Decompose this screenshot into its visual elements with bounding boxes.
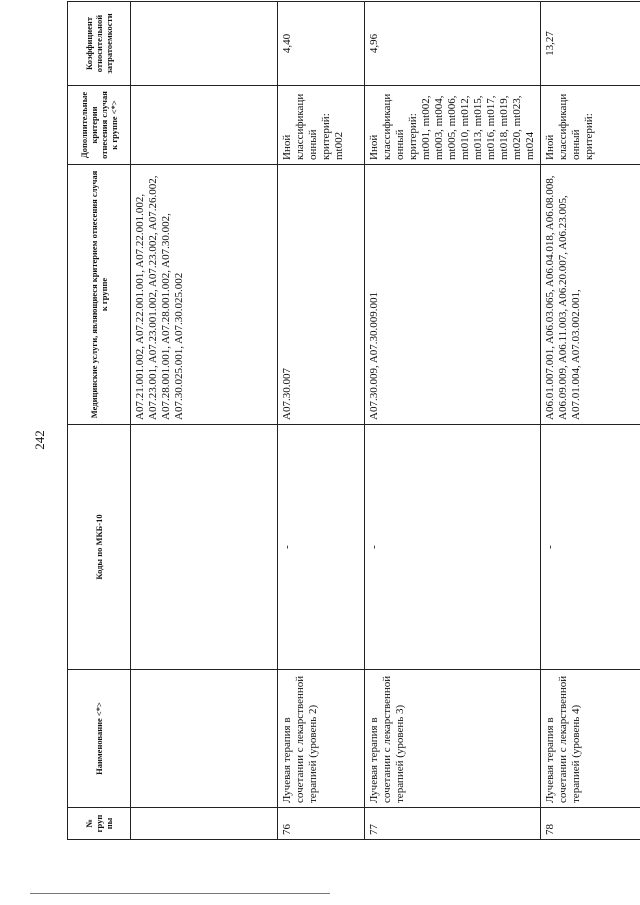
cell-group-number: [131, 808, 278, 840]
cell-name: [131, 670, 278, 808]
cell-group-number: 77: [365, 808, 541, 840]
header-group-number: № груп пы: [68, 808, 131, 840]
header-cost-coefficient: Коэффициент относительной затратоемкости: [68, 2, 131, 86]
cell-additional-criteria: Иной классификационный критерий: mt002: [278, 86, 365, 165]
cell-cost-coefficient: 13,27: [541, 2, 640, 86]
cell-mkb-codes: -: [365, 425, 541, 670]
cell-cost-coefficient: 4,40: [278, 2, 365, 86]
cell-group-number: 76: [278, 808, 365, 840]
header-medical-services: Медицинские услуги, являющиеся критерием отнесения случая к группе: [68, 165, 131, 425]
table-header-row: [68, 2, 131, 840]
cell-additional-criteria: Иной классификационный критерий:: [541, 86, 640, 165]
cell-mkb-codes: -: [541, 425, 640, 670]
cell-name: Лучевая терапия в сочетании с лекарственной терапией (уровень 2): [278, 670, 365, 808]
cell-cost-coefficient: 4,96: [365, 2, 541, 86]
page-number: 242: [32, 430, 47, 450]
table-row: [131, 2, 278, 840]
cell-cost-coefficient: [131, 2, 278, 86]
header-name: Наименование <*>: [68, 670, 131, 808]
footer-divider: [30, 893, 330, 894]
cell-medical-services: A06.01.007.001, A06.03.065, A06.04.018, A06.08.008, A06.09.009, A06.11.003, A06.20.007, A06.23.005, A07.01.004, A07.03.002.001,: [541, 165, 640, 425]
table-row: [541, 2, 640, 840]
cell-group-number: 78: [541, 808, 640, 840]
cell-name: Лучевая терапия в сочетании с лекарственной терапией (уровень 4): [541, 670, 640, 808]
cell-name: Лучевая терапия в сочетании с лекарственной терапией (уровень 3): [365, 670, 541, 808]
cell-medical-services: A07.21.001.002, A07.22.001.001, A07.22.001.002, A07.23.001, A07.23.001.002, A07.23.002, A07.26.002, A07.28.001.001, A07.28.001.002, A07.30.002, A07.30.025.001, A07.30.025.002: [131, 165, 278, 425]
header-mkb-codes: Коды по МКБ-10: [68, 425, 131, 670]
cell-medical-services: A07.30.007: [278, 165, 365, 425]
cell-medical-services: A07.30.009, A07.30.009.001: [365, 165, 541, 425]
table-row: [278, 2, 365, 840]
cell-additional-criteria: Иной классификационный критерий: mt001, mt002, mt003, mt004, mt005, mt006, mt010, mt012, mt013, mt015, mt016, mt017, mt018, mt019, mt020, mt023, mt024: [365, 86, 541, 165]
header-additional-criteria: Дополнительные критерии отнесения случая к группе <*>: [68, 86, 131, 165]
table-row: [365, 2, 541, 840]
ksg-table: [67, 1, 640, 840]
cell-mkb-codes: [131, 425, 278, 670]
cell-mkb-codes: -: [278, 425, 365, 670]
cell-additional-criteria: [131, 86, 278, 165]
